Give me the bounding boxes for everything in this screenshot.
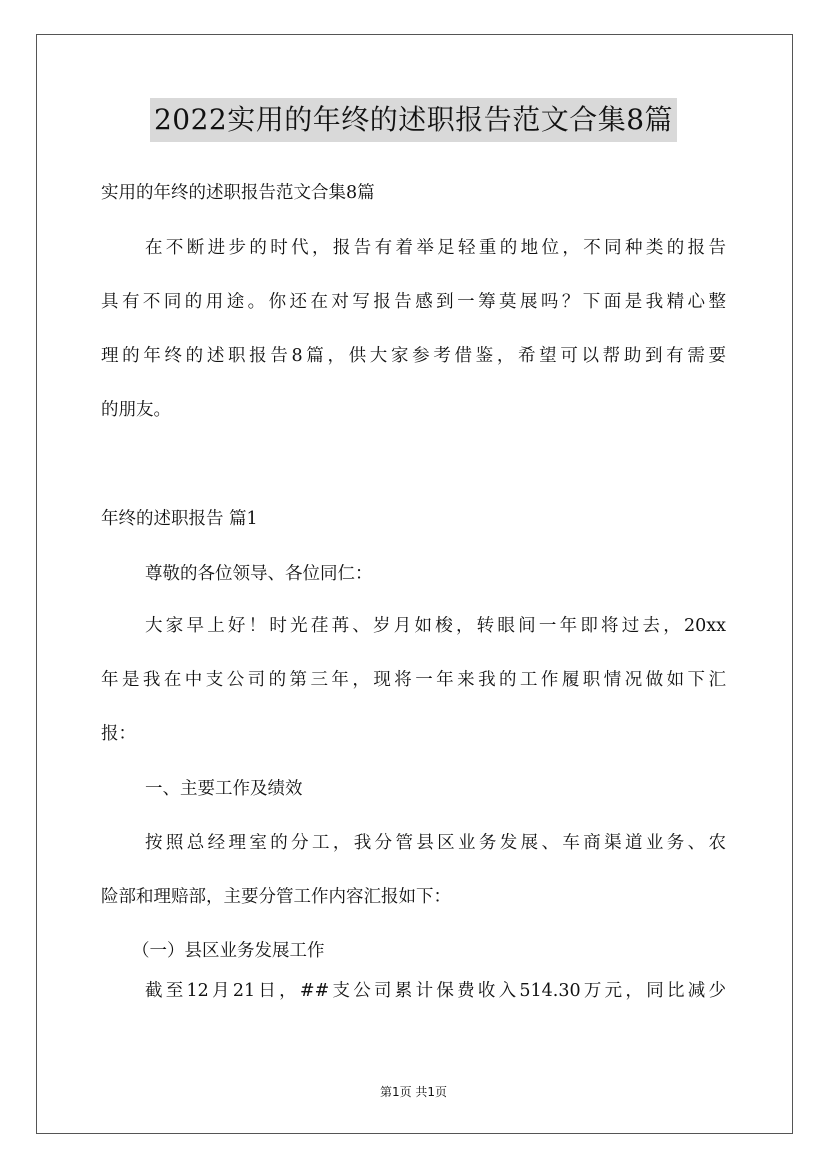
section-heading: 年终的述职报告 篇1 bbox=[101, 509, 258, 529]
document-subtitle: 实用的年终的述职报告范文合集8篇 bbox=[101, 183, 375, 203]
paragraph-3 bbox=[101, 964, 726, 1018]
para1-line-3: 报： bbox=[101, 724, 136, 744]
document-title: 2022实用的年终的述职报告范文合集8篇 bbox=[150, 98, 677, 142]
heading-main-work: 一、主要工作及绩效 bbox=[145, 779, 303, 799]
intro-paragraph bbox=[101, 221, 726, 437]
intro-line-1: 在不断进步的时代，报告有着举足轻重的地位，不同种类的报告 bbox=[145, 238, 726, 258]
heading-county-business: （一）县区业务发展工作 bbox=[132, 941, 325, 961]
para2-line-2: 险部和理赔部，主要分管工作内容汇报如下： bbox=[101, 887, 451, 907]
salutation: 尊敬的各位领导、各位同仁： bbox=[145, 564, 373, 584]
para1-line-2: 年是我在中支公司的第三年，现将一年来我的工作履职情况做如下汇 bbox=[101, 670, 726, 690]
intro-line-2: 具有不同的用途。你还在对写报告感到一筹莫展吗？下面是我精心整 bbox=[101, 292, 726, 312]
intro-line-3: 理的年终的述职报告8篇，供大家参考借鉴，希望可以帮助到有需要 bbox=[101, 346, 726, 366]
para1-line-1: 大家早上好！时光荏苒、岁月如梭，转眼间一年即将过去，20xx bbox=[145, 616, 726, 636]
title-container bbox=[0, 98, 827, 142]
para3-line-1: 截至12月21日，##支公司累计保费收入514.30万元，同比减少 bbox=[145, 981, 726, 1001]
paragraph-1 bbox=[101, 599, 726, 761]
paragraph-2 bbox=[101, 816, 726, 924]
intro-line-4: 的朋友。 bbox=[101, 400, 171, 420]
page-footer: 第1页 共1页 bbox=[379, 1085, 448, 1099]
para2-line-1: 按照总经理室的分工，我分管县区业务发展、车商渠道业务、农 bbox=[145, 833, 726, 853]
